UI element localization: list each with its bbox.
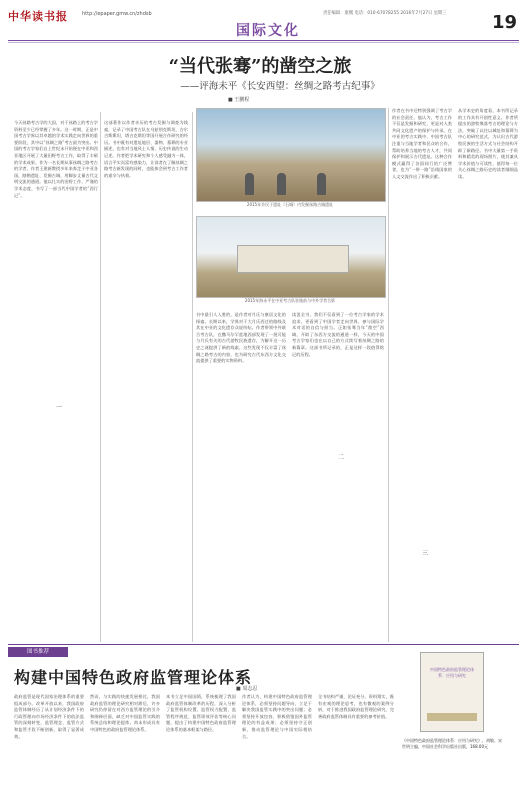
article-column-6: 从学术史的角度看，本书所记录的工作具有开创性意义。作者所提出的游牧聚落考古的理论与方法，突破了以往以城址和墓葬为中心的研究范式，为认识古代游牧民族的生活方式与社会结构开辟了新路径。书中大量第一手资料和精美的现场照片，使其兼具学术价值与可读性，值得每一位关心丝绸之路历史的读者细细品读。: [458, 108, 518, 179]
article-author: ■ 王鹏程: [228, 97, 250, 103]
page-number: 19: [491, 12, 517, 33]
column-divider: [388, 108, 389, 642]
book-caption: 《中国特色政府监管理论体系：应用与研究》，胡敏、宋世明主编，中国社会科学出版社出版，168.00元: [402, 738, 502, 749]
column-divider: [192, 112, 193, 642]
review-column-2: 然而，与实践的快速发展相比，我国政府监管的理论研究相对滞后，许多研究仍停留在对西方监管理论的引介和阐释层面，缺乏对中国监管实践的系统总结和理论提炼，尚未形成具有中国特色的政府监管理论体系。: [90, 694, 160, 732]
photo-caption-1: 2015年乡民于遗址（石城）内发掘丝路古城遗址: [246, 202, 334, 207]
review-rule: [8, 644, 519, 645]
review-column-5: 全书结构严谨，论证充分，资料翔实，既有宏观的理论思考，也有微观的案例分析，对于推进我国政府监管理论研究、完善政府监管体制具有重要的参考价值。: [318, 694, 394, 719]
header-rule: [8, 40, 519, 41]
article-subtitle: ——评海未平《长安西望：丝绸之路考古纪事》: [180, 81, 380, 92]
photo-caption-2: 2015年海未平在中亚考古队驻地前与中外学者合影: [244, 298, 336, 303]
book-cover-title: 中国特色政府监管理论体系：应用与研究: [430, 667, 474, 678]
book-cover-band: [427, 713, 477, 721]
person-figure: [245, 173, 254, 195]
section-mark-3: 三: [421, 550, 428, 557]
page-header: [8, 6, 519, 40]
review-author: ■ 周志忍: [236, 686, 258, 692]
article-column-2: 这部著作以作者亲历的考古发掘与调查为线索，记录了中国考古队在乌兹别克斯坦、吉尔吉斯斯坦、塔吉克斯坦等国开展合作研究的经历。书中既有对遗址地层、器物、墓葬的专业描述，也有对当地风土人情、历史传说的生动记述。作者把学术研究和个人感受融为一体，语言平实而富有感染力，让读者在了解丝绸之路考古新发现的同时，也能体会到考古工作者的艰辛与执着。: [104, 120, 188, 178]
article-column-5: 作者在书中还特别强调了考古学的社会责任。他认为，考古工作不仅是发掘和研究，更是对人类共同文化遗产的保护与传承。在中亚的考古实践中，中国考古队注重与当地学者和民众的合作，帮助培养当地的考古人才，共同保护和展示古代遗址。这种合作模式赢得了各国同行的广泛赞誉，也为“一带一路”沿线国家的人文交流作出了积极贡献。: [392, 108, 452, 179]
newspaper-logo: 中华读书报: [8, 10, 68, 23]
article-column-3: 书中最引人入胜的，是作者对月氏与康居文化的探索。长期以来，学界对于大月氏西迁的路线及其在中亚的文化遗存众说纷纭。作者带领中外联合考古队，在撒马尔罕盆地西部发现了一批可能与月氏有关的古代游牧民族遗存，为解开这一历史之谜提供了新的线索。这些发现不仅丰富了丝绸之路考古的内容，也为研究古代东西方文化交流提供了重要的实物资料。: [196, 312, 286, 364]
book-cover-image: [420, 652, 484, 732]
section-mark-1: 一: [55, 404, 62, 411]
section-mark-2: 二: [337, 454, 344, 461]
building-shape: [237, 245, 349, 273]
article-photo-excavation: [196, 108, 386, 202]
review-column-1: 政府监管是现代国家治理体系的重要组成部分。改革开放以来，我国政府监管体制经历了从计划经济条件下的行政管理向市场经济条件下的依法监管的深刻转变，监管理念、监管方式和监管手段不断创新，取得了显著成效。: [14, 694, 84, 739]
header-rule-thin: [8, 42, 519, 43]
person-figure: [317, 173, 326, 195]
section-title: 国际文化: [236, 23, 300, 39]
article-column-1: 今天丝路考古学的大国，对于丝路上的考古学资料至少已经掌握了多年。这一时期，正是中国考古学界以其卓越的学术实践走向世界的重要阶段，其中以“丝绸之路”考古最为突出。中国的考古学家们自上世纪末开始便在中亚和西亚地区开展了大量田野考古工作，取得了丰硕的学术成果。作为一名长期从事丝绸之路考古的学者，作者王建新教授多年来奔走于中亚各国，踏勘遗址、发掘古城，用脚步丈量古代文明交流的通道。他以扎实的田野工作、严谨的学术态度，书写了一部当代中国学者的“西行记”。: [14, 120, 98, 198]
review-title: 构建中国特色政府监管理论体系: [14, 668, 253, 687]
review-column-3: 本书立足中国国情，系统梳理了我国政府监管体制改革的历程，深入分析了监管机构设置、监管权力配置、监管程序规范、监管绩效评估等核心问题，提出了构建中国特色政府监管理论体系的基本框架与路径。: [166, 694, 236, 732]
review-tag: 图书推荐: [8, 647, 68, 657]
review-column-4: 作者认为，构建中国特色政府监管理论体系，必须坚持问题导向，立足于解决我国监管实践中的突出问题；必须坚持开放包容，积极借鉴国外监管理论的有益成果；必须坚持守正创新，推动监管理论与中国实际相结合。: [242, 694, 312, 739]
article-title: “当代张骞”的凿空之旅: [168, 56, 352, 77]
article-photo-group: [196, 216, 386, 298]
column-divider: [100, 112, 101, 642]
article-column-4: 读罢全书，我们不仅看到了一位考古学家的学术追求，更看到了中国学者走向世界、参与国际学术对话的自信与担当。正如张骞当年“凿空”西域，开辟了东西方交流的通道一样，今天的中国考古学家们也在以自己的方式续写着丝绸之路的新篇章。这部书所记录的，正是这样一段值得铭记的历程。: [292, 312, 384, 357]
issue-meta: 责任编辑：康慨 电话：010-67078255 2016年7月27日 星期三: [323, 11, 447, 16]
person-figure: [277, 173, 286, 195]
site-url: http://epaper.gmw.cn/zhdsb: [82, 11, 152, 17]
